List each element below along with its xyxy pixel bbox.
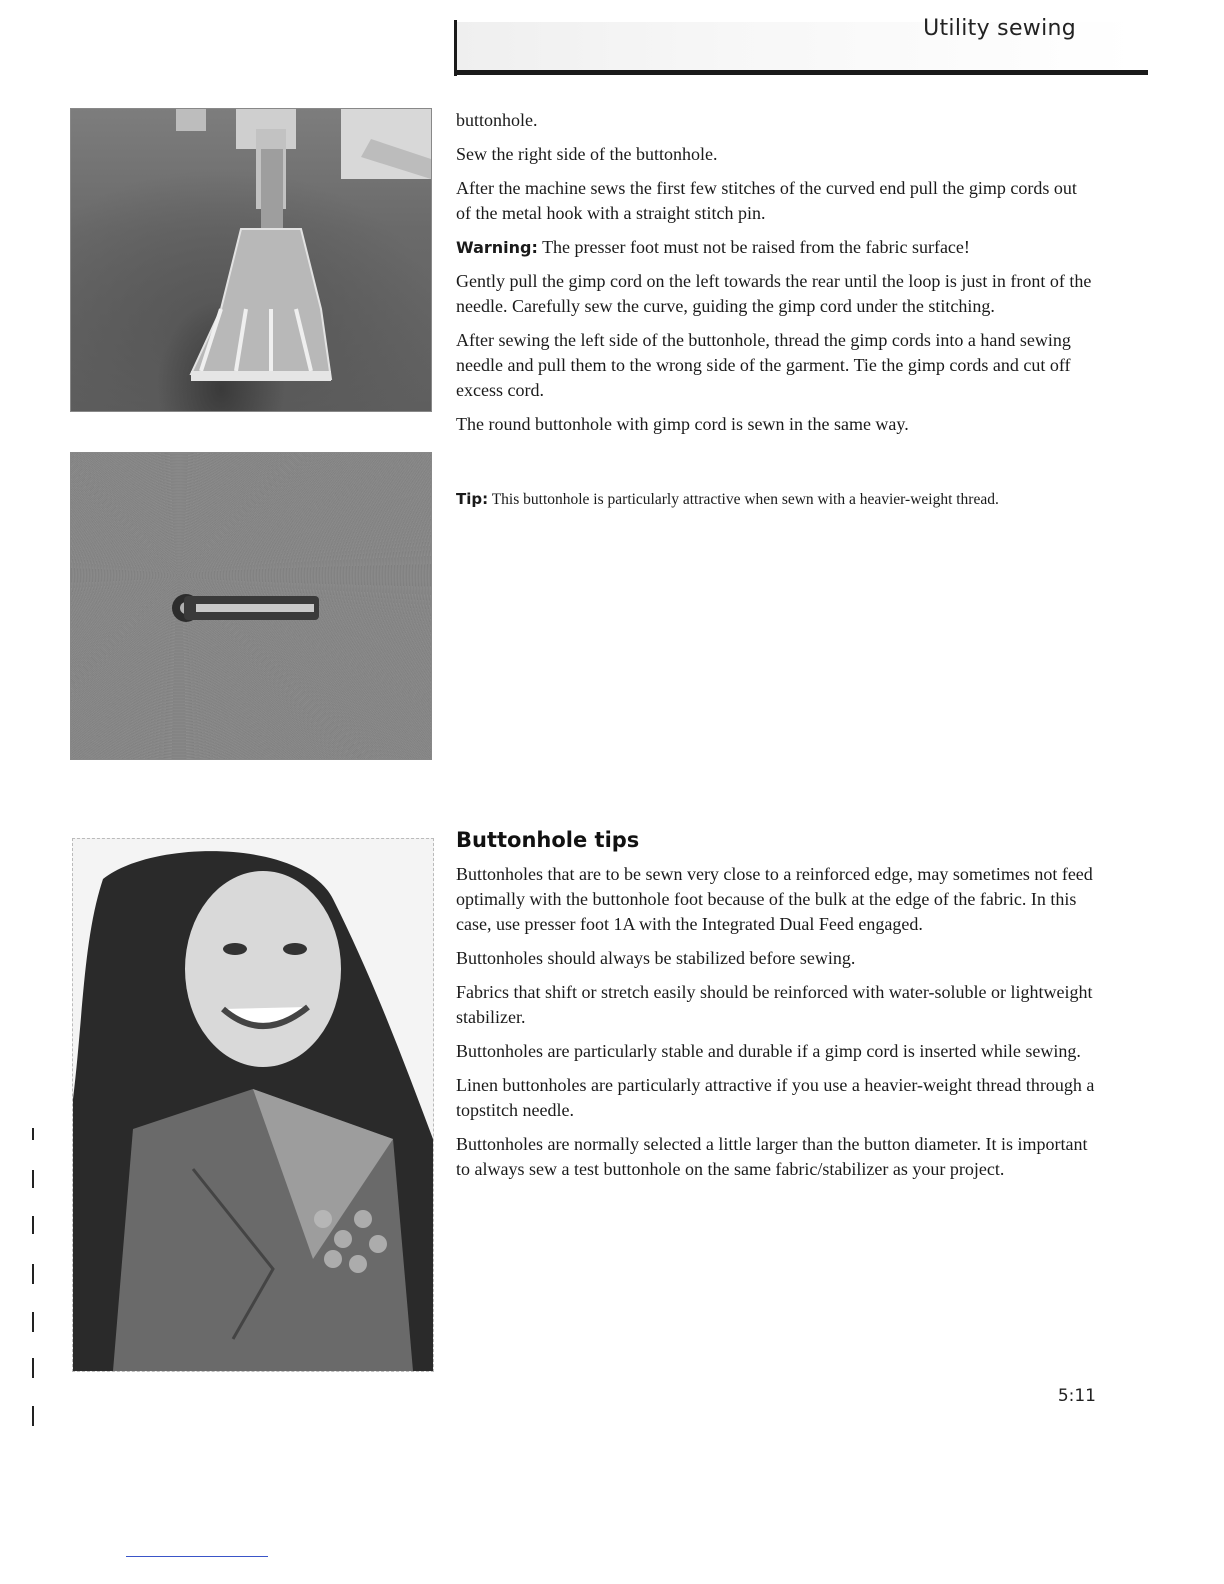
presser-foot-illustration bbox=[71, 109, 431, 411]
tip-block bbox=[456, 488, 1096, 511]
tip-paragraph: Buttonholes are particularly stable and durable if a gimp cord is inserted while sewing. bbox=[456, 1041, 1081, 1061]
margin-mark bbox=[32, 1128, 34, 1140]
bottom-rule bbox=[126, 1556, 268, 1557]
margin-mark bbox=[32, 1358, 34, 1378]
tip-paragraph: Buttonholes that are to be sewn very close to a reinforced edge, may sometimes not feed optimally with the buttonhole foot because of the bulk at the edge of the fabric. In this case, use presser foot 1A with the Integrated Dual Feed engaged. bbox=[456, 864, 1093, 934]
tip-paragraph: Fabrics that shift or stretch easily should be reinforced with water-soluble or lightweight stabilizer. bbox=[456, 982, 1093, 1027]
margin-mark bbox=[32, 1264, 34, 1284]
margin-mark bbox=[32, 1216, 34, 1234]
header-rule-left bbox=[454, 20, 457, 76]
margin-mark bbox=[32, 1312, 34, 1332]
margin-mark bbox=[32, 1406, 34, 1426]
instruction-text bbox=[456, 108, 1096, 446]
paragraph-left-side: After sewing the left side of the buttonhole, thread the gimp cords into a hand sewing needle and pull them to the wrong side of the garment. Tie the gimp cords and cut off excess cord. bbox=[456, 330, 1071, 400]
buttonhole-foot-photo bbox=[70, 108, 432, 412]
woman-in-shirt-photo bbox=[72, 838, 434, 1372]
margin-mark bbox=[32, 1170, 34, 1188]
paragraph-round-buttonhole: The round buttonhole with gimp cord is sewn in the same way. bbox=[456, 414, 909, 434]
warning-text: The presser foot must not be raised from the fabric surface! bbox=[537, 237, 970, 257]
paragraph-buttonhole: buttonhole. bbox=[456, 110, 538, 130]
tip-paragraph: Buttonholes are normally selected a little larger than the button diameter. It is important to always sew a test buttonhole on the same fabric/stabilizer as your project. bbox=[456, 1134, 1088, 1179]
header-rule-bottom bbox=[454, 70, 1148, 75]
round-buttonhole-photo bbox=[70, 452, 432, 760]
tip-paragraph: Linen buttonholes are particularly attractive if you use a heavier-weight thread through a topstitch needle. bbox=[456, 1075, 1095, 1120]
paragraph-sew-right-side: Sew the right side of the buttonhole. bbox=[456, 144, 718, 164]
paragraph-pull-gimp-cords: After the machine sews the first few stitches of the curved end pull the gimp cords out of the metal hook with a straight stitch pin. bbox=[456, 178, 1077, 223]
tip-text: This buttonhole is particularly attractive when sewn with a heavier-weight thread. bbox=[488, 491, 999, 508]
warning-label: Warning: bbox=[456, 238, 538, 257]
tip-label: Tip: bbox=[456, 490, 489, 508]
warning-paragraph bbox=[456, 235, 1096, 260]
buttonhole-illustration bbox=[71, 453, 431, 759]
page-number: 5:11 bbox=[1057, 1386, 1096, 1406]
tip-paragraph: Buttonholes should always be stabilized before sewing. bbox=[456, 948, 856, 968]
buttonhole-tips-text bbox=[456, 862, 1096, 1191]
buttonhole-tips-heading: Buttonhole tips bbox=[456, 828, 640, 852]
section-title: Utility sewing bbox=[923, 16, 1076, 41]
woman-illustration bbox=[73, 839, 433, 1371]
paragraph-gently-pull: Gently pull the gimp cord on the left towards the rear until the loop is just in front of the needle. Carefully sew the curve, guiding the gimp cord under the stitching. bbox=[456, 271, 1092, 316]
